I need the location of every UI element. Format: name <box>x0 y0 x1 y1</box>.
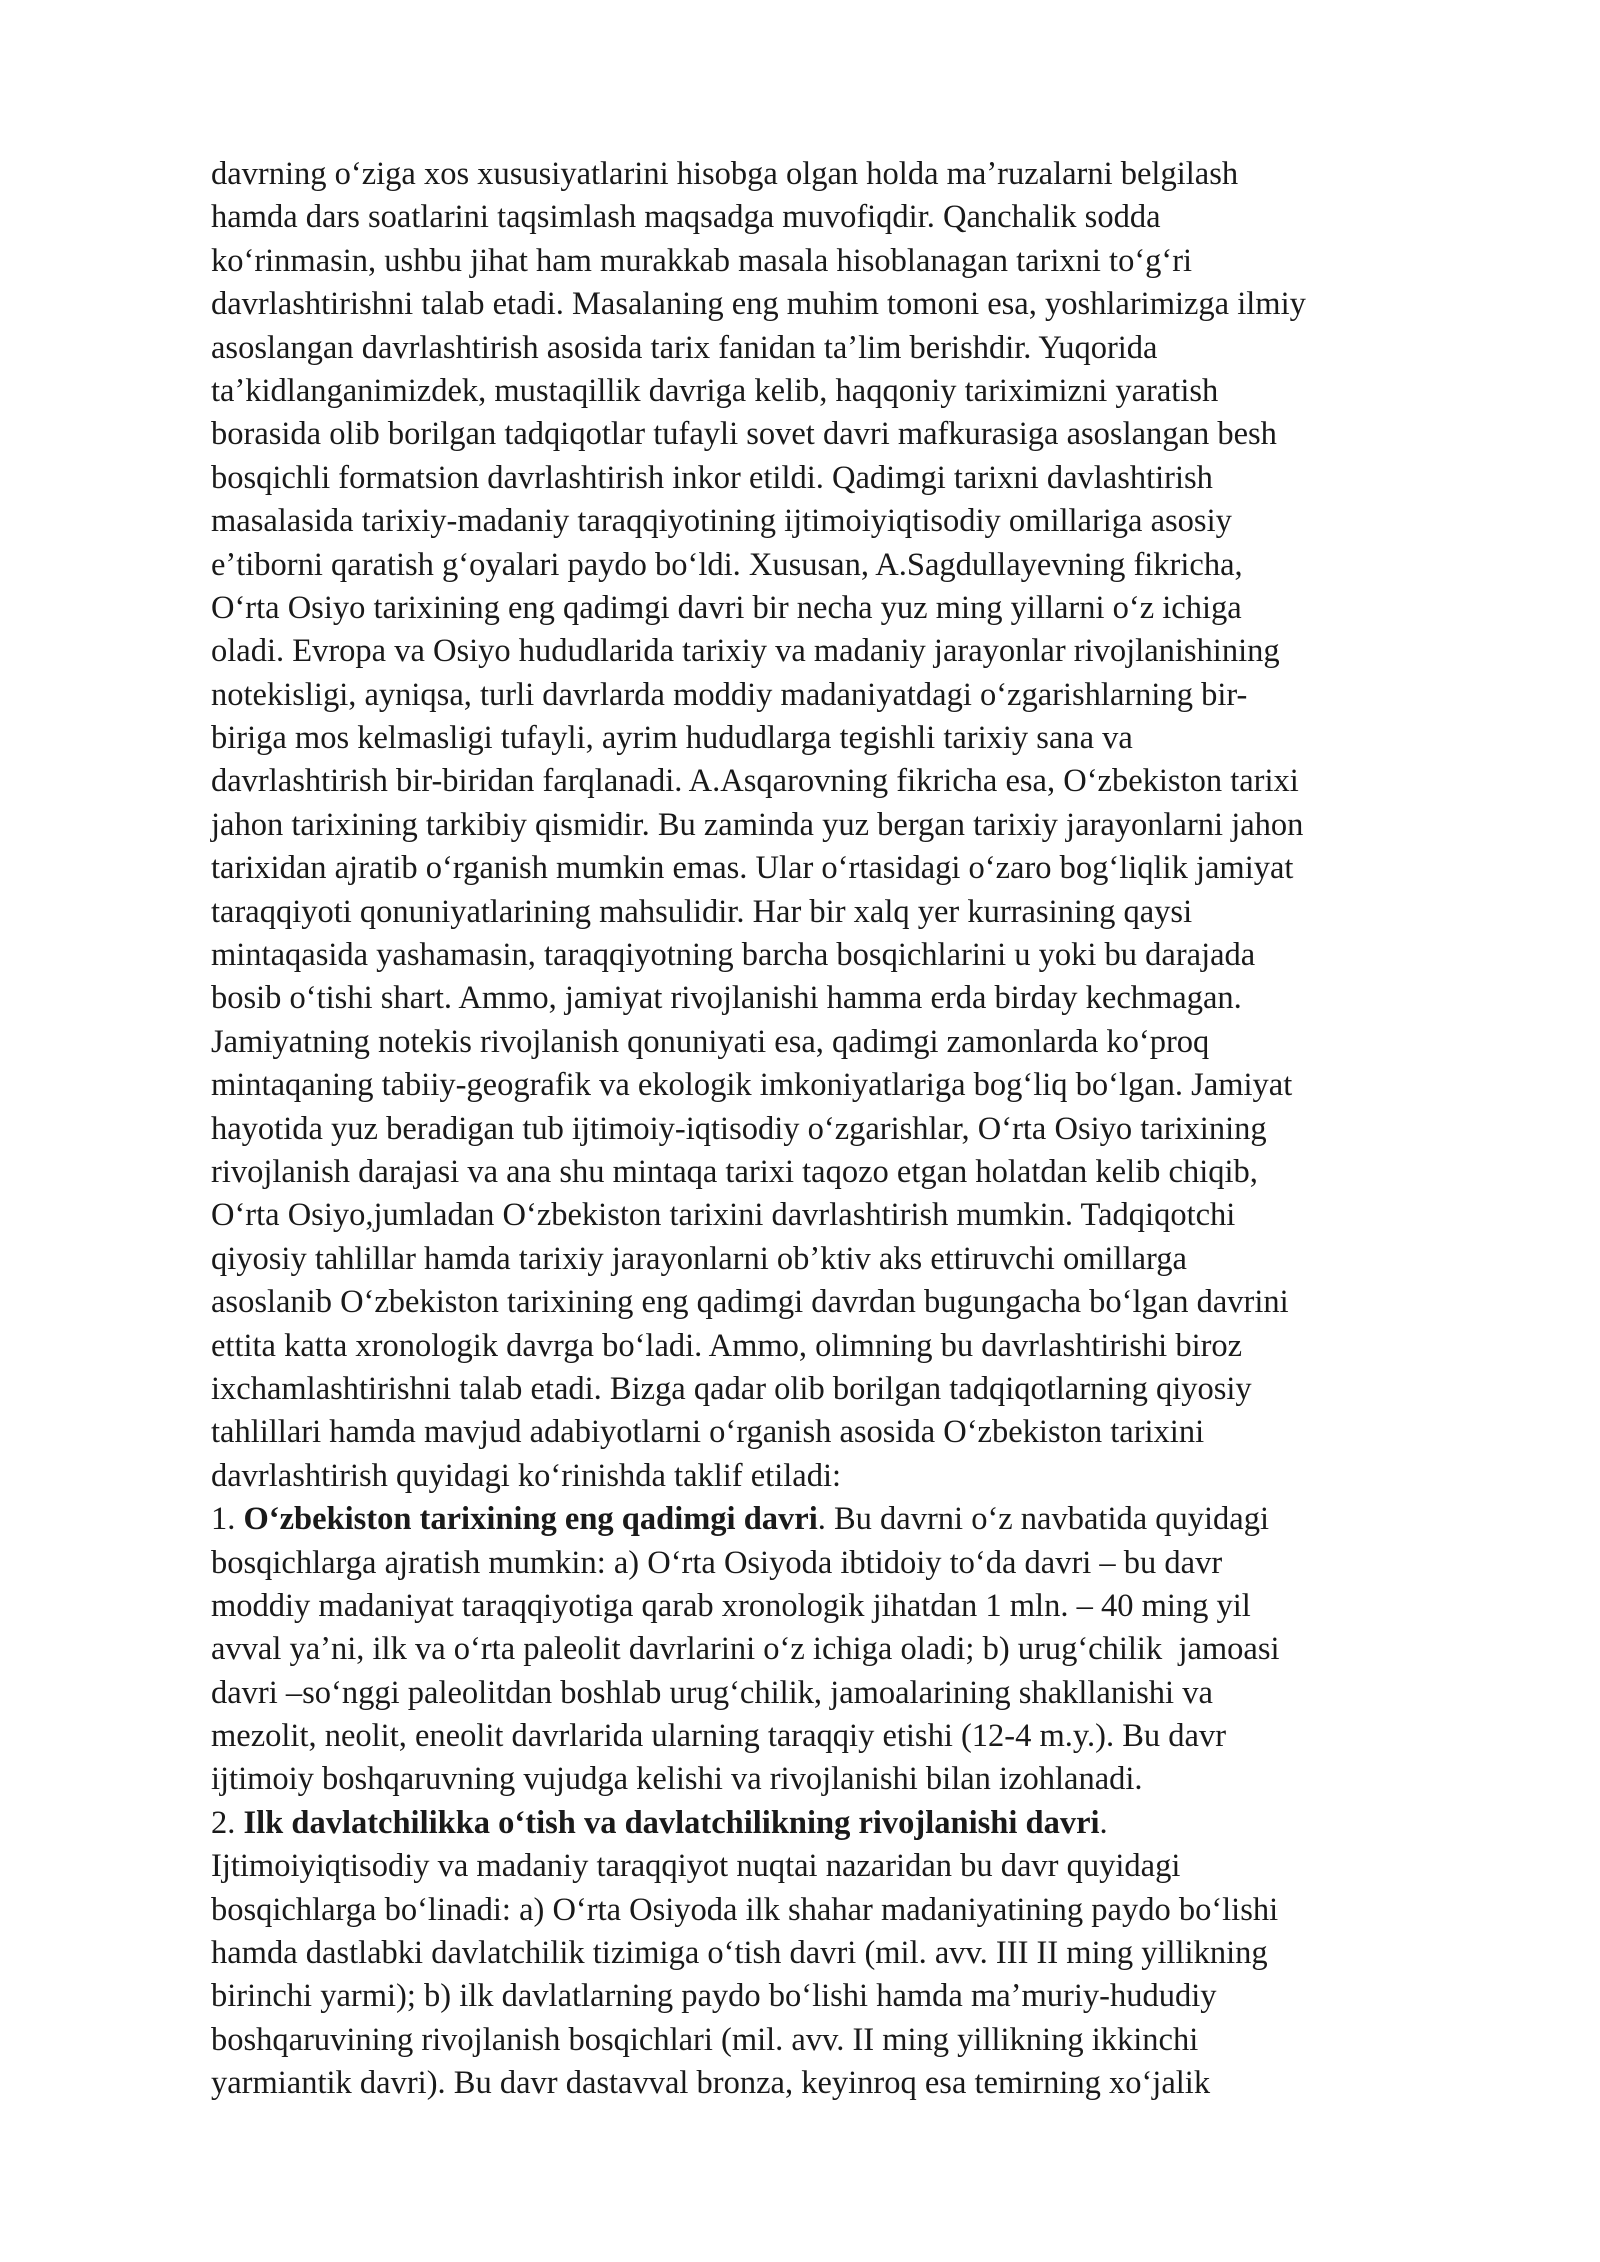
text-line: tarixidan ajratib oʻrganish mumkin emas. Ular oʻrtasidagi oʻzaro bogʻliqlik jamiyat <box>211 850 1294 887</box>
section-1-title: Oʻzbekiston tarixining eng qadimgi davri <box>243 1501 818 1538</box>
text-line: bosqichlarga boʻlinadi: a) Oʻrta Osiyoda ilk shahar madaniyatining paydo boʻlishi <box>211 1891 1279 1928</box>
text-line: boshqaruvining rivojlanish bosqichlari (mil. avv. II ming yillikning ikkinchi <box>211 2021 1199 2058</box>
section-1-heading-line <box>211 1498 1531 1541</box>
text-line: yarmiantik davri). Bu davr dastavval bronza, keyinroq esa temirning xoʻjalik <box>211 2065 1211 2102</box>
text-line: Ijtimoiyiqtisodiy va madaniy taraqqiyot nuqtai nazaridan bu davr quyidagi <box>211 1848 1181 1885</box>
section-2-rest: . <box>1099 1804 1108 1841</box>
text-line: bosqichli formatsion davrlashtirish inkor etildi. Qadimgi tarixni davlashtirish <box>211 459 1213 496</box>
text-line: mintaqasida yashamasin, taraqqiyotning barcha bosqichlarini u yoki bu darajada <box>211 937 1256 974</box>
text-line: hamda dars soatlarini taqsimlash maqsadga muvofiqdir. Qanchalik sodda <box>211 199 1161 236</box>
text-line: oladi. Evropa va Osiyo hududlarida tarixiy va madaniy jarayonlar rivojlanishining <box>211 633 1280 670</box>
text-line: tahlillari hamda mavjud adabiyotlarni oʻrganish asosida Oʻzbekiston tarixini <box>211 1414 1205 1451</box>
text-line: bosqichlarga ajratish mumkin: a) Oʻrta Osiyoda ibtidoiy toʻda davri – bu davr <box>211 1544 1223 1581</box>
text-line: mintaqaning tabiiy-geografik va ekologik imkoniyatlariga bogʻliq boʻlgan. Jamiyat <box>211 1067 1293 1104</box>
text-line: ettita katta xronologik davrga boʻladi. Ammo, olimning bu davrlashtirishi biroz <box>211 1327 1243 1364</box>
text-line: davrlashtirishni talab etadi. Masalaning eng muhim tomoni esa, yoshlarimizga ilmiy <box>211 286 1306 323</box>
text-line: ixchamlashtirishni talab etadi. Bizga qadar olib borilgan tadqiqotlarning qiyosiy <box>211 1370 1252 1407</box>
text-line: hamda dastlabki davlatchilik tizimiga oʻtish davri (mil. avv. III II ming yillikning <box>211 1935 1268 1972</box>
text-line: biriga mos kelmasligi tufayli, ayrim hududlarga tegishli tarixiy sana va <box>211 720 1133 757</box>
text-line: jahon tarixining tarkibiy qismidir. Bu zaminda yuz bergan tarixiy jarayonlarni jahon <box>211 806 1304 843</box>
text-line: asoslanib Oʻzbekiston tarixining eng qadimgi davrdan bugungacha boʻlgan davrini <box>211 1284 1289 1321</box>
text-line: mezolit, neolit, eneolit davrlarida ularning taraqqiy etishi (12-4 m.y.). Bu davr <box>211 1718 1227 1755</box>
text-line: davrlashtirish bir-biridan farqlanadi. A.Asqarovning fikricha esa, Oʻzbekiston tarixi <box>211 763 1299 800</box>
text-line: Jamiyatning notekis rivojlanish qonuniyati esa, qadimgi zamonlarda koʻproq <box>211 1023 1210 1060</box>
document-body <box>211 153 1531 2106</box>
text-line: masalasida tarixiy-madaniy taraqqiyotining ijtimoiyiqtisodiy omillariga asosiy <box>211 503 1232 540</box>
text-line: eʼtiborni qaratish gʻoyalari paydo boʻldi. Xususan, A.Sagdullayevning fikricha, <box>211 546 1243 583</box>
section-1-number: 1. <box>211 1501 244 1538</box>
text-line: ijtimoiy boshqaruvning vujudga kelishi va rivojlanishi bilan izohlanadi. <box>211 1761 1143 1798</box>
text-line: birinchi yarmi); b) ilk davlatlarning paydo boʻlishi hamda maʼmuriy-hududiy <box>211 1978 1217 2015</box>
text-line: qiyosiy tahlillar hamda tarixiy jarayonlarni obʼktiv aks ettiruvchi omillarga <box>211 1240 1187 1277</box>
section-2-number: 2. <box>211 1804 244 1841</box>
text-line: rivojlanish darajasi va ana shu mintaqa tarixi taqozo etgan holatdan kelib chiqib, <box>211 1153 1258 1190</box>
section-2-title: Ilk davlatchilikka oʻtish va davlatchilikning rivojlanishi davri <box>243 1804 1100 1841</box>
text-line: koʻrinmasin, ushbu jihat ham murakkab masala hisoblanagan tarixni toʻgʻri <box>211 242 1193 279</box>
text-line: Oʻrta Osiyo tarixining eng qadimgi davri bir necha yuz ming yillarni oʻz ichiga <box>211 589 1242 626</box>
text-line: notekisligi, ayniqsa, turli davrlarda moddiy madaniyatdagi oʻzgarishlarning bir- <box>211 676 1248 713</box>
text-line: avval yaʼni, ilk va oʻrta paleolit davrlarini oʻz ichiga oladi; b) urugʻchilik jamoasi <box>211 1631 1280 1668</box>
text-line: davrlashtirish quyidagi koʻrinishda taklif etiladi: <box>211 1457 842 1494</box>
text-line: borasida olib borilgan tadqiqotlar tufayli sovet davri mafkurasiga asoslangan besh <box>211 416 1277 453</box>
text-line: hayotida yuz beradigan tub ijtimoiy-iqtisodiy oʻzgarishlar, Oʻrta Osiyo tarixining <box>211 1110 1267 1147</box>
text-line: davri –soʻnggi paleolitdan boshlab urugʻchilik, jamoalarining shakllanishi va <box>211 1674 1213 1711</box>
section-2-heading-line <box>211 1802 1531 1845</box>
section-1-rest: . Bu davrni oʻz navbatida quyidagi <box>817 1501 1270 1538</box>
text-line: davrning oʻziga xos xususiyatlarini hisobga olgan holda maʼruzalarni belgilash <box>211 156 1239 192</box>
text-line: taraqqiyoti qonuniyatlarining mahsulidir. Har bir xalq yer kurrasining qaysi <box>211 893 1193 930</box>
text-line: asoslangan davrlashtirish asosida tarix fanidan taʼlim berishdir. Yuqorida <box>211 329 1158 366</box>
text-line: bosib oʻtishi shart. Ammo, jamiyat rivojlanishi hamma erda birday kechmagan. <box>211 980 1242 1017</box>
text-line: taʼkidlanganimizdek, mustaqillik davriga kelib, haqqoniy tariximizni yaratish <box>211 372 1219 409</box>
text-line: Oʻrta Osiyo,jumladan Oʻzbekiston tarixini davrlashtirish mumkin. Tadqiqotchi <box>211 1197 1236 1234</box>
text-line: moddiy madaniyat taraqqiyotiga qarab xronologik jihatdan 1 mln. – 40 ming yil <box>211 1587 1251 1624</box>
